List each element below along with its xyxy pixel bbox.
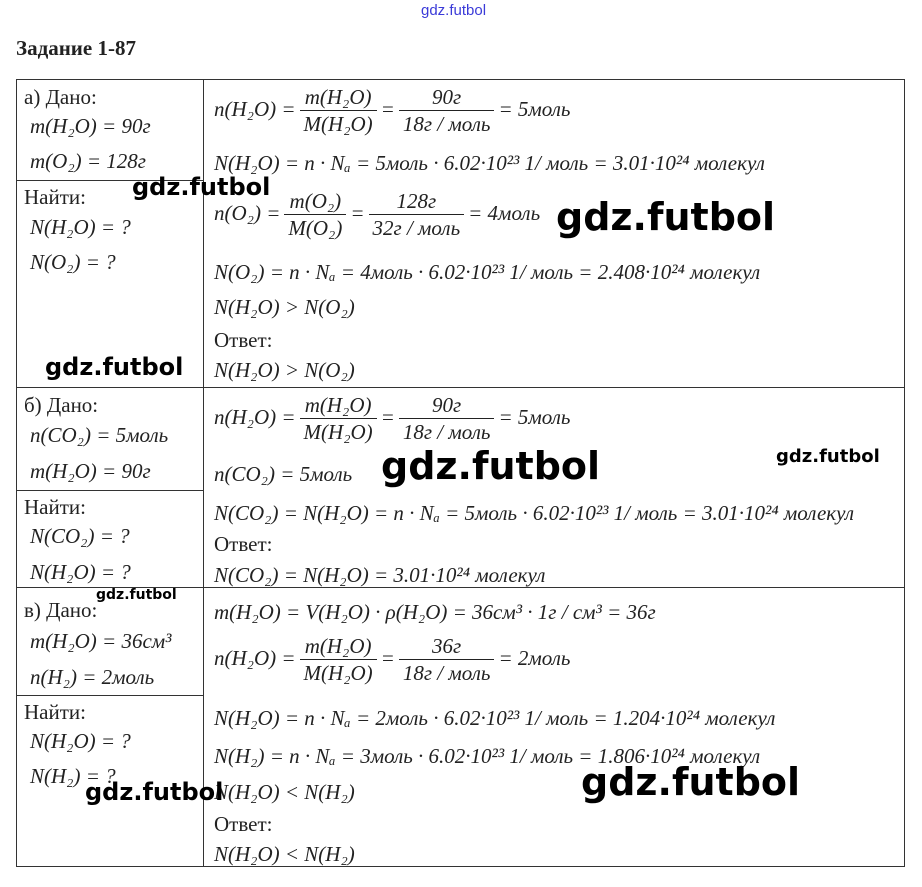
watermark: gdz.futbol <box>132 173 271 201</box>
part-a-n-o2-fraction-2 <box>369 191 465 239</box>
part-c-n-h2o-fraction-2 <box>399 636 495 684</box>
part-a-n-o2-formula: n(O₂) = $\frac{\text{m(O₂)}}{\text{M(O₂)}}$ = $\frac{128г}{\text{32г / моль}}$ = 4моль <box>214 189 541 240</box>
part-a-n-h2o-formula: n(H₂O) = $\frac{\text{m(H₂O)}}{\text{M(H₂O)}}$ = $\frac{90г}{\text{18г / моль}}$ = 5моль <box>214 85 571 136</box>
part-a-n-o2-result: = 4моль <box>468 200 541 225</box>
fraction-denominator: 32г / моль <box>372 216 461 240</box>
part-b-n-h2o-formula: n(H₂O) = $\frac{\text{m(H₂O)}}{\text{M(H₂O)}}$ = $\frac{90г}{\text{18г / моль}}$ = 5моль <box>214 393 571 444</box>
part-a-given-label: а) Дано: <box>24 85 97 109</box>
part-a-answer-label: Ответ: <box>214 328 273 352</box>
part-a-n-h2o-result: = 5моль <box>498 96 571 121</box>
part-b-N-equal: N(CO₂) = N(H₂O) = n · Nₐ = 5моль · 6.02·10²³ 1/ моль = 3.01·10²⁴ молекул <box>214 501 854 525</box>
part-c-given-label: в) Дано: <box>24 598 98 622</box>
part-c-n-h2o-formula: n(H₂O) = $\frac{\text{m(H₂O)}}{\text{M(H₂O)}}$ = $\frac{36г}{\text{18г / моль}}$ = 2моль <box>214 634 571 685</box>
part-a-answer: N(H₂O) > N(O₂) <box>214 358 355 382</box>
fraction-numerator: 36г <box>399 636 495 660</box>
part-b-answer-label: Ответ: <box>214 532 273 556</box>
part-a-n-h2o-lhs: n(H₂O) = <box>214 96 296 121</box>
table-border-left <box>16 79 17 867</box>
part-c-answer-label: Ответ: <box>214 812 273 836</box>
part-a-given-1: m(H₂O) = 90г <box>30 114 151 138</box>
fraction-numerator: 90г <box>399 87 495 111</box>
fraction-denominator: M(H₂O) <box>303 112 373 136</box>
part-c-N-h2o: N(H₂O) = n · Nₐ = 2моль · 6.02·10²³ 1/ моль = 1.204·10²⁴ молекул <box>214 706 776 730</box>
part-b-given-2: m(H₂O) = 90г <box>30 459 151 483</box>
fraction-numerator: m(H₂O) <box>300 87 377 111</box>
watermark: gdz.futbol <box>776 446 880 467</box>
page-title: Задание 1-87 <box>16 36 136 60</box>
table-border-right <box>904 79 905 867</box>
part-b-given-label: б) Дано: <box>24 393 99 417</box>
part-b-answer: N(CO₂) = N(H₂O) = 3.01·10²⁴ молекул <box>214 563 546 587</box>
part-b-n-h2o-lhs: n(H₂O) = <box>214 404 296 429</box>
part-a-N-o2: N(O₂) = n · Nₐ = 4моль · 6.02·10²³ 1/ моль = 2.408·10²⁴ молекул <box>214 260 761 284</box>
part-a-N-h2o: N(H₂O) = n · Nₐ = 5моль · 6.02·10²³ 1/ моль = 3.01·10²⁴ молекул <box>214 151 765 175</box>
fraction-denominator: M(H₂O) <box>303 420 373 444</box>
part-a-given-2: m(O₂) = 128г <box>30 149 146 173</box>
fraction-denominator: 18г / моль <box>402 112 491 136</box>
part-c-m-h2o: m(H₂O) = V(H₂O) · ρ(H₂O) = 36см³ · 1г / см³ = 36г <box>214 600 656 624</box>
part-c-n-h2o-fraction-1 <box>300 636 377 684</box>
fraction-numerator: 128г <box>369 191 465 215</box>
part-b-n-h2o-result: = 5моль <box>498 404 571 429</box>
watermark: gdz.futbol <box>96 587 177 603</box>
part-b-n-co2: n(CO₂) = 5моль <box>214 462 353 486</box>
part-a-n-o2-lhs: n(O₂) = <box>214 200 281 225</box>
part-a-find-label: Найти: <box>24 185 86 209</box>
part-a-n-h2o-fraction-1 <box>300 87 377 135</box>
part-a-find-2: N(O₂) = ? <box>30 250 116 274</box>
part-c-find-1: N(H₂O) = ? <box>30 729 131 753</box>
part-c-n-h2o-result: = 2моль <box>498 645 571 670</box>
fraction-numerator: 90г <box>399 395 495 419</box>
given-find-divider-b <box>16 490 204 491</box>
table-border-top <box>16 79 905 80</box>
part-c-find-2: N(H₂) = ? <box>30 764 116 788</box>
watermark: gdz.futbol <box>85 778 224 806</box>
part-b-n-h2o-fraction-2 <box>399 395 495 443</box>
part-b-find-label: Найти: <box>24 495 86 519</box>
part-c-find-label: Найти: <box>24 700 86 724</box>
part-c-given-2: n(H₂) = 2моль <box>30 665 155 689</box>
given-find-divider-c <box>16 695 204 696</box>
part-c-compare: N(H₂O) < N(H₂) <box>214 780 355 804</box>
watermark: gdz.futbol <box>556 195 776 239</box>
watermark: gdz.futbol <box>581 760 801 804</box>
part-b-find-2: N(H₂O) = ? <box>30 560 131 584</box>
part-c-n-h2o-lhs: n(H₂O) = <box>214 645 296 670</box>
top-watermark: gdz.futbol <box>421 2 487 19</box>
part-c-answer: N(H₂O) < N(H₂) <box>214 842 355 866</box>
table-border-bottom <box>16 866 905 867</box>
fraction-denominator: 18г / моль <box>402 661 491 685</box>
fraction-numerator: m(O₂) <box>284 191 346 215</box>
watermark: gdz.futbol <box>381 444 601 488</box>
row-divider-a-b <box>16 387 905 388</box>
part-c-given-1: m(H₂O) = 36см³ <box>30 629 172 653</box>
part-a-n-h2o-fraction-2 <box>399 87 495 135</box>
fraction-numerator: m(H₂O) <box>300 395 377 419</box>
part-b-find-1: N(CO₂) = ? <box>30 524 130 548</box>
watermark: gdz.futbol <box>45 353 184 381</box>
fraction-numerator: m(H₂O) <box>300 636 377 660</box>
fraction-denominator: M(H₂O) <box>303 661 373 685</box>
part-a-compare: N(H₂O) > N(O₂) <box>214 295 355 319</box>
part-a-find-1: N(H₂O) = ? <box>30 215 131 239</box>
part-c-N-h2: N(H₂) = n · Nₐ = 3моль · 6.02·10²³ 1/ моль = 1.806·10²⁴ молекул <box>214 744 761 768</box>
part-a-n-o2-fraction-1 <box>284 191 346 239</box>
part-b-n-h2o-fraction-1 <box>300 395 377 443</box>
fraction-denominator: M(O₂) <box>288 216 343 240</box>
part-b-given-1: n(CO₂) = 5моль <box>30 423 169 447</box>
fraction-denominator: 18г / моль <box>402 420 491 444</box>
